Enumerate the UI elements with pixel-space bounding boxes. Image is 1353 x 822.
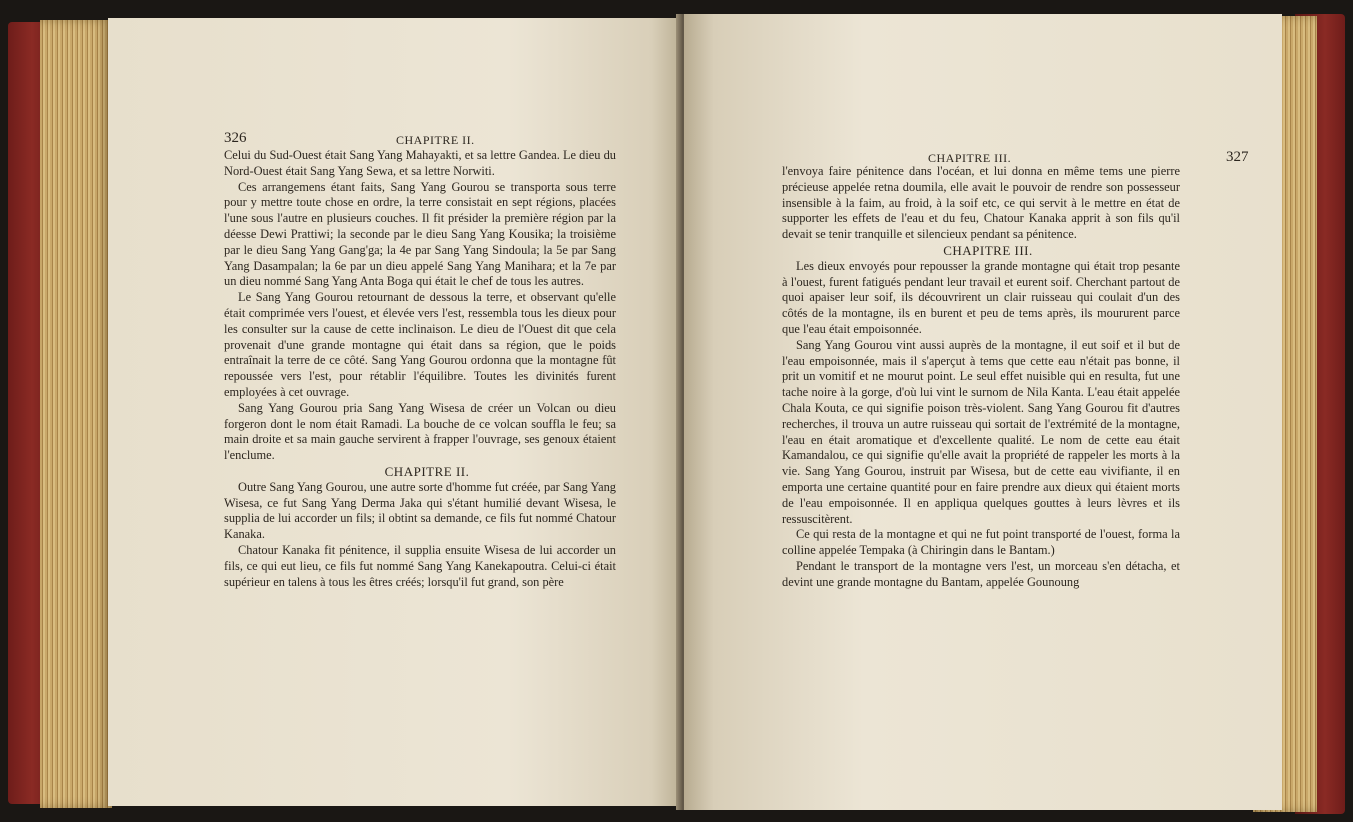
running-header: CHAPITRE III. [928, 151, 1012, 165]
right-page [684, 14, 1282, 810]
running-header: CHAPITRE II. [396, 133, 475, 147]
chapter-heading: CHAPITRE III. [943, 242, 1033, 258]
paragraph: Celui du Sud-Ouest était Sang Yang Mahayakti, et sa lettre Gandea. Le dieu du Nord-Ouest était Sang Yang Sewa, et sa lettre Norwiti. [224, 148, 616, 178]
paragraph: Pendant le transport de la montagne vers l'est, un morceau s'en détacha, et devint une grande montagne du Bantam, appelée Gounoung [782, 558, 1180, 589]
paragraph: Les dieux envoyés pour repousser la grande montagne qui était trop pesante à l'ouest, furent fatigués pendant leur travail et eurent soif. Cherchant partout de quoi apaiser leur soif, ils découvrirent un clair ruisseau qui coulait d'un des côtés de la montagne, ils en burent et peu de tems après, ils moururent parce que l'eau était empoisonnée. [782, 258, 1180, 336]
right-text-block [782, 164, 1180, 591]
paragraph: Sang Yang Gourou pria Sang Yang Wisesa de créer un Volcan ou dieu forgeron dont le nom était Ramadi. La bouche de ce volcan souffla le feu; sa main droite et sa main gauche servirent à frapper l'ouvrage, ses genoux étaient l'enclume. [224, 400, 616, 463]
left-page [108, 18, 680, 806]
paragraph: Chatour Kanaka fit pénitence, il supplia ensuite Wisesa de lui accorder un fils, ce qui eut lieu, ce fils fut nommé Sang Yang Kanekapoutra. Celui-ci était supérieur en talens à tous les êtres créés; lorsqu'il fut grand, son père [224, 542, 616, 589]
page-number: 327 [1226, 149, 1249, 165]
paragraph: l'envoya faire pénitence dans l'océan, et lui donna en même tems une pierre précieuse appelée retna doumila, elle avait le pouvoir de rendre son possesseur insensible à la faim, au froid, à la soif etc, ce qui servit à le mettre en état de supporter les effets de l'eau et du feu, Chatour Kanaka apprit à son fils qu'il devait se tenir tranquille et silencieux pendant sa pénitence. [782, 164, 1180, 242]
paragraph: Outre Sang Yang Gourou, une autre sorte d'homme fut créée, par Sang Yang Wisesa, ce fut Sang Yang Derma Jaka qui s'étant humilié devant Wisesa, le supplia de lui accorder un fils; il obtint sa demande, ce fils fut nommé Chatour Kanaka. [224, 479, 616, 542]
page-number: 326 [224, 130, 247, 146]
paragraph: Le Sang Yang Gourou retournant de dessous la terre, et observant qu'elle était comprimée vers l'ouest, et élevée vers l'est, ressembla tous les dieux pour les consulter sur la cause de cette inclinaison. Le dieu de l'Ouest dit que cela provenait d'une grande montagne qui était dans sa région, que le poids entraînait la terre de ce côté. Sang Yang Gourou ordonna que la montagne fût repoussée vers l'est, pour rétablir l'équilibre. Toutes les divinités furent employées à cet ouvrage. [224, 290, 616, 399]
chapter-heading: CHAPITRE II. [384, 463, 470, 479]
paragraph: Sang Yang Gourou vint aussi auprès de la montagne, il eut soif et il but de l'eau empoisonnée, mais il s'aperçut à tems que cette eau n'était pas bonne, il prit un vomitif et ne mourut point. Le seul effet nuisible qui en resulta, fut une tache noire à la gorge, d'où lui vint le surnom de Nila Kanta. L'eau était appelée Chala Kouta, ce qui signifie poison très-violent. Sang Yang Gourou fit d'autres recherches, il trouva un autre ruisseau qui sortait de l'extrémité de la montagne, l'eau en était aromatique et d'excellente qualité. Le nom de cette eau était Kamandalou, ce qui signifie qu'elle avait la propriété de rappeler les morts à la vie. Sang Yang Gourou, instruit par Wisesa, but de cette eau vivifiante, il en emporta une certaine quantité pour en faire prendre aux dieux qui étaient morts de l'eau empoisonnée. Il en appliqua quelques gouttes à leurs lèvres et ils ressuscitèrent. [782, 337, 1180, 526]
paragraph: Ces arrangemens étant faits, Sang Yang Gourou se transporta sous terre pour y mettre toute chose en ordre, la terre consistait en sept régions, placées l'une sous l'autre en plusieurs couches. Il fit présider la première région par la déesse Dewi Prattiwi; la seconde par le dieu Sang Yang Kousika; la troisième par le dieu Sang Yang Gang'ga; la 4e par Sang Yang Sindoula; la 5e par Sang Yang Dasampalan; la 6e par un dieu appelé Sang Yang Manihara; et la 7e par un dieu nommé Sang Yang Anta Boga qui était le chef de tous les autres. [224, 179, 616, 289]
page-edges-left [40, 20, 112, 808]
paragraph: Ce qui resta de la montagne et qui ne fut point transporté de l'ouest, forma la colline appelée Tempaka (à Chiringin dans le Bantam.) [782, 527, 1180, 558]
left-text-block [224, 148, 616, 590]
